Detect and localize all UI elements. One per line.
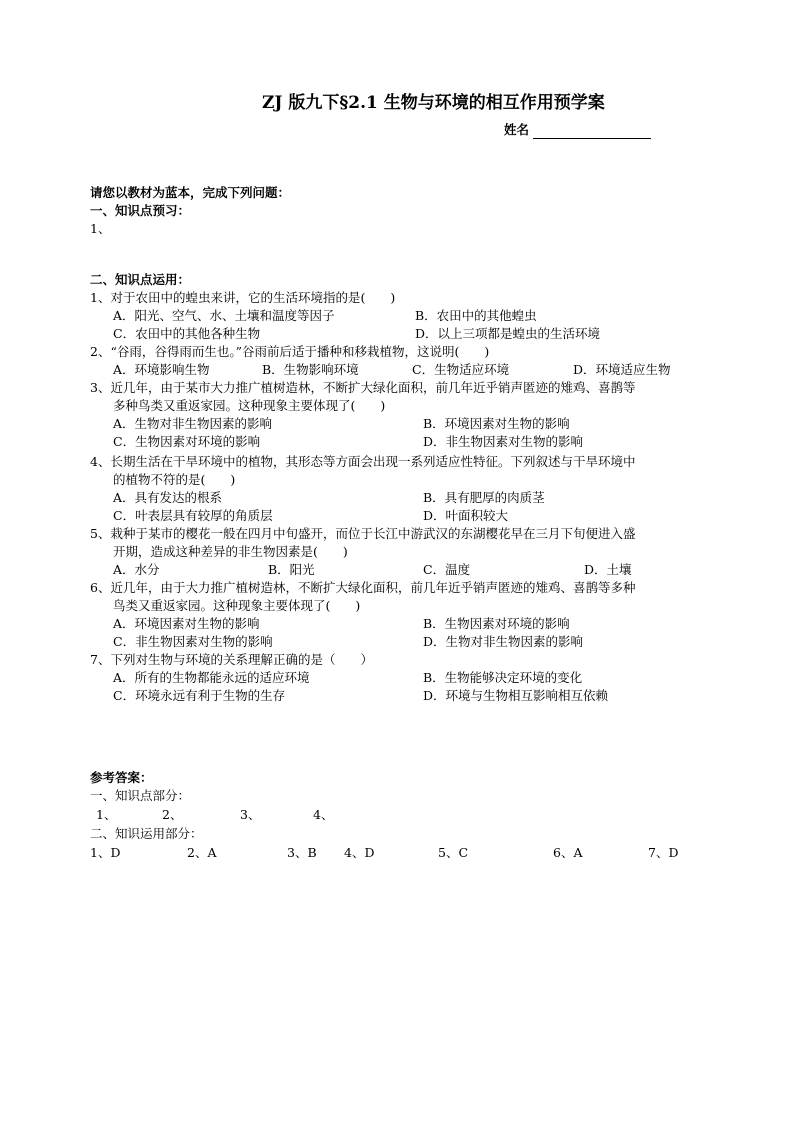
q4-option-a: A．具有发达的根系 (113, 490, 223, 505)
question-5-stem-line2: 开期，造成这种差异的非生物因素是( ) (113, 544, 348, 559)
q3-option-d: D．非生物因素对生物的影响 (423, 434, 584, 449)
answer-part1-item: 4、 (313, 807, 334, 822)
q4-option-c: C．叶表层具有较厚的角质层 (113, 508, 273, 523)
question-4-stem-line1: 4、长期生活在干旱环境中的植物，其形态等方面会出现一系列适应性特征。下列叙述与干旱环境中 (90, 454, 636, 469)
q2-option-d: D．环境适应生物 (573, 362, 671, 377)
question-3-stem-line2: 多种鸟类又重返家园。这种现象主要体现了( ) (113, 398, 386, 413)
question-5-stem-line1: 5、栽种于某市的樱花一般在四月中旬盛开，而位于长江中游武汉的东湖樱花早在三月下旬便进入盛 (90, 526, 636, 541)
q5-option-b: B．阳光 (268, 562, 315, 577)
q2-option-c: C．生物适应环境 (412, 362, 510, 377)
answer-part2-item: 7、D (648, 845, 679, 860)
answers-part1-heading: 一、知识点部分： (90, 788, 191, 803)
answer-part1-item: 2、 (162, 807, 183, 822)
section1-heading: 一、知识点预习： (90, 203, 191, 218)
question-6-stem-line1: 6、近几年，由于大力推广植树造林，不断扩大绿化面积，前几年近乎销声匿迹的雉鸡、喜鹊等多种 (90, 580, 636, 595)
q6-option-d: D．生物对非生物因素的影响 (423, 634, 584, 649)
question-4-stem-line2: 的植物不符的是( ) (113, 472, 236, 487)
question-7-stem: 7、下列对生物与环境的关系理解正确的是（ ） (90, 652, 373, 667)
q1-option-a: A．阳光、空气、水、土壤和温度等因子 (113, 308, 335, 323)
q3-option-c: C．生物因素对环境的影响 (113, 434, 261, 449)
q6-option-c: C．非生物因素对生物的影响 (113, 634, 273, 649)
q7-option-b: B．生物能够决定环境的变化 (423, 670, 583, 685)
q4-option-d: D．叶面积较大 (423, 508, 509, 523)
section2-heading: 二、知识点运用： (90, 272, 191, 287)
question-6-stem-line2: 鸟类又重返家园。这种现象主要体现了( ) (113, 598, 361, 613)
page-title: ZJ 版九下§2.1 生物与环境的相互作用预学案 (262, 93, 605, 113)
intro-text: 请您以教材为蓝本，完成下列问题： (90, 185, 291, 200)
answer-part2-item: 1、D (90, 845, 121, 860)
q1-option-b: B．农田中的其他蝗虫 (415, 308, 537, 323)
q2-option-b: B．生物影响环境 (262, 362, 359, 377)
question-1-stem: 1、对于农田中的蝗虫来讲，它的生活环境指的是( ) (90, 290, 396, 305)
answers-heading: 参考答案： (90, 770, 153, 785)
answer-part2-item: 3、B (287, 845, 317, 860)
q5-option-a: A．水分 (113, 562, 160, 577)
answer-part2-item: 2、A (187, 845, 217, 860)
q1-option-d: D．以上三项都是蝗虫的生活环境 (415, 326, 601, 341)
q3-option-a: A．生物对非生物因素的影响 (113, 416, 273, 431)
q6-option-a: A．环境因素对生物的影响 (113, 616, 260, 631)
answer-part2-item: 6、A (553, 845, 583, 860)
q5-option-d: D．土壤 (584, 562, 632, 577)
q7-option-c: C．环境永远有利于生物的生存 (113, 688, 286, 703)
name-field[interactable] (504, 120, 651, 139)
q1-option-c: C．农田中的其他各种生物 (113, 326, 261, 341)
q4-option-b: B．具有肥厚的肉质茎 (423, 490, 545, 505)
q5-option-c: C．温度 (423, 562, 471, 577)
q7-option-a: A．所有的生物都能永远的适应环境 (113, 670, 310, 685)
q7-option-d: D．环境与生物相互影响相互依赖 (423, 688, 609, 703)
answer-part1-item: 1、 (96, 807, 117, 822)
answer-part2-item: 5、C (438, 845, 469, 860)
answer-part1-item: 3、 (240, 807, 261, 822)
name-label: 姓名 (504, 122, 530, 137)
name-blank[interactable] (533, 124, 651, 139)
answers-part2-heading: 二、知识运用部分： (90, 826, 203, 841)
question-3-stem-line1: 3、近几年，由于某市大力推广植树造林，不断扩大绿化面积，前几年近乎销声匿迹的雉鸡、喜鹊等 (90, 380, 636, 395)
q2-option-a: A．环境影响生物 (113, 362, 210, 377)
answer-part2-item: 4、D (344, 845, 375, 860)
q3-option-b: B．环境因素对生物的影响 (423, 416, 570, 431)
question-2-stem: 2、“谷雨，谷得雨而生也。”谷雨前后适于播种和移栽植物，这说明( ) (90, 344, 490, 359)
q6-option-b: B．生物因素对环境的影响 (423, 616, 570, 631)
section1-item1: 1、 (90, 221, 111, 236)
